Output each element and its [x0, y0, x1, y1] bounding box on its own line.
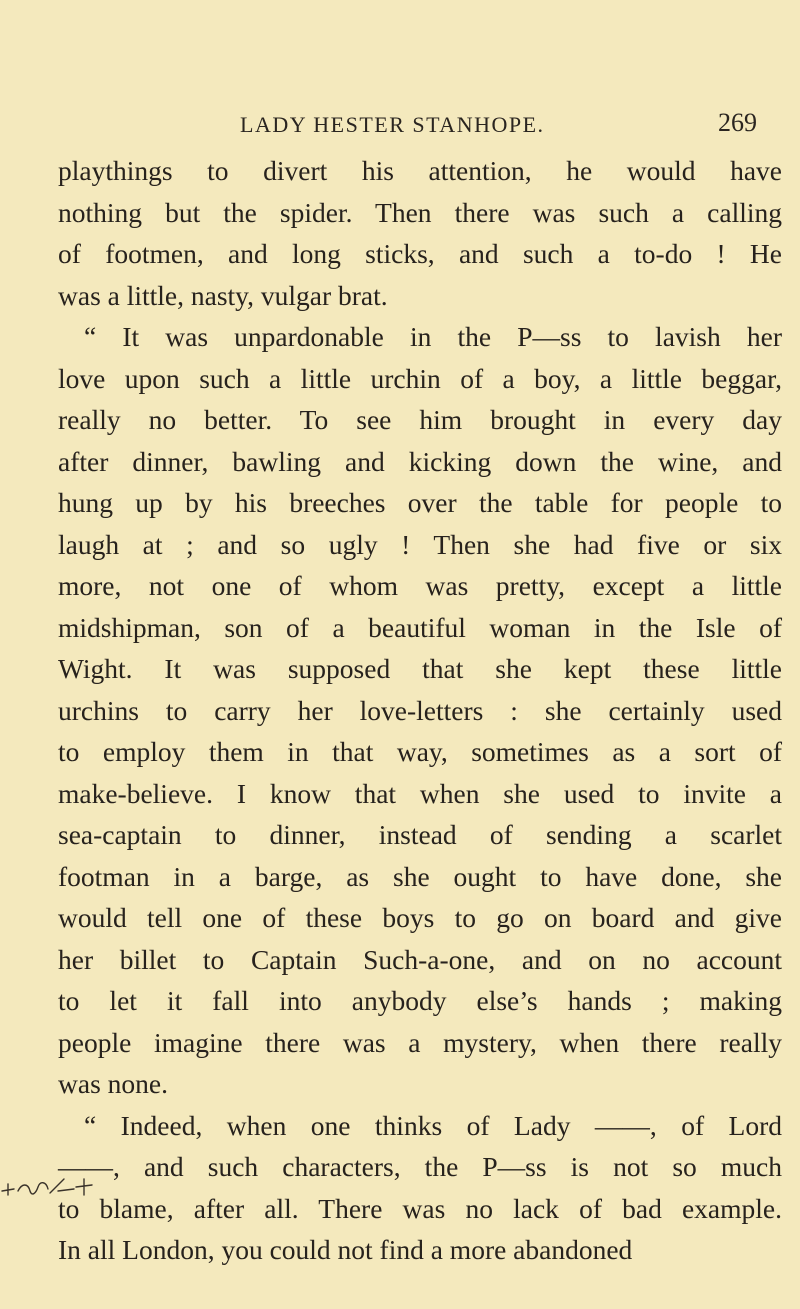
- margin-scribble: [0, 1169, 110, 1201]
- text-line: laugh at ; and so ugly ! Then she had five or six: [58, 528, 782, 560]
- text-line: more, not one of whom was pretty, except a little: [58, 570, 782, 601]
- text-line: people imagine there was a mystery, when there really: [58, 1026, 782, 1058]
- body-text: [58, 150, 782, 1271]
- text-line: sea-captain to dinner, instead of sending a scarlet: [58, 819, 782, 850]
- text-line: footman in a barge, as she ought to have done, she: [58, 860, 782, 892]
- text-line: make-believe. I know that when she used to invite a: [58, 777, 782, 809]
- text-line: In all London, you could not find a more abandoned: [58, 1234, 633, 1265]
- text-line: love upon such a little urchin of a boy, a little beggar,: [58, 362, 782, 394]
- text-line: ——, and such characters, the P—ss is not so much: [58, 1151, 782, 1182]
- text-line: playthings to divert his attention, he would have: [58, 155, 782, 186]
- running-title: LADY HESTER STANHOPE.: [240, 112, 545, 137]
- text-line: really no better. To see him brought in every day: [58, 404, 782, 435]
- text-line: would tell one of these boys to go on board and give: [58, 902, 782, 933]
- text-line: “ It was unpardonable in the P—ss to lavish her: [84, 321, 782, 352]
- text-line: was none.: [58, 1068, 168, 1099]
- text-line: urchins to carry her love-letters : she certainly used: [58, 694, 782, 726]
- text-line: of footmen, and long sticks, and such a to-do ! He: [58, 238, 782, 269]
- text-line: was a little, nasty, vulgar brat.: [58, 279, 388, 311]
- text-line: nothing but the spider. Then there was such a calling: [58, 196, 782, 228]
- text-line: to employ them in that way, sometimes as a sort of: [58, 736, 782, 767]
- page-number: 269: [718, 108, 757, 137]
- text-line: to blame, after all. There was no lack of bad example.: [58, 1192, 782, 1224]
- text-line: Wight. It was supposed that she kept these little: [58, 653, 782, 684]
- text-line: her billet to Captain Such-a-one, and on no account: [58, 943, 782, 975]
- text-line: hung up by his breeches over the table for people to: [58, 487, 782, 518]
- text-line: to let it fall into anybody else’s hands ; making: [58, 985, 782, 1016]
- text-line: midshipman, son of a beautiful woman in the Isle of: [58, 611, 782, 643]
- text-line: “ Indeed, when one thinks of Lady ——, of Lord: [84, 1109, 782, 1141]
- text-line: after dinner, bawling and kicking down the wine, and: [58, 445, 782, 477]
